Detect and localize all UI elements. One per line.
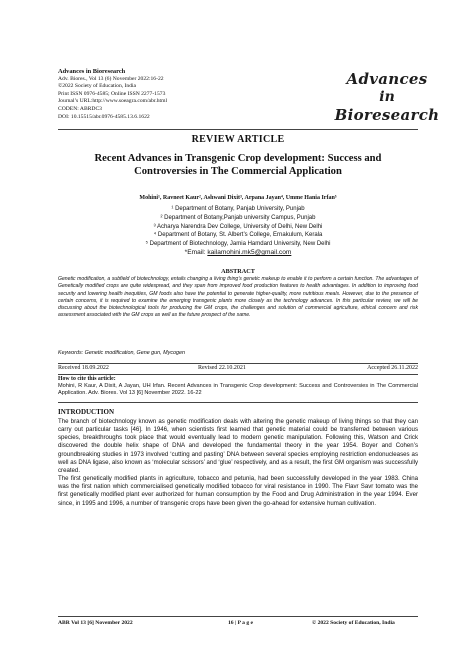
citation-divider	[58, 402, 418, 403]
abstract-heading: ABSTRACT	[221, 268, 255, 275]
introduction-body	[58, 418, 418, 508]
introduction-heading: INTRODUCTION	[58, 408, 115, 416]
journal-issue: Adv. Biores., Vol 13 (6) November 2022:16-22	[58, 75, 164, 82]
journal-copyright: ©2022 Society of Education, India	[58, 83, 137, 90]
keywords: Keywords: Genetic modification, Gene gun, Mycogen	[58, 350, 186, 356]
affiliation-4: ⁴ Department of Botany, St. Albert’s College, Ernakulum, Kerala	[153, 232, 323, 239]
dates-top-divider	[58, 363, 418, 364]
journal-coden: CODEN: ABRDC3	[58, 105, 102, 112]
journal-url: Journal’s URL:http://www.soeagra.com/abr.html	[58, 98, 168, 105]
journal-header	[58, 68, 308, 121]
journal-doi: DOI: 10.15515/abr.0976-4585.13.6.1622	[58, 113, 150, 120]
affiliation-5: ⁵ Department of Biotechnology, Jamia Hamdard University, New Delhi	[145, 241, 331, 248]
affiliation-2: ² Department of Botany,Panjab university Campus, Punjab	[160, 214, 316, 221]
corresponding-email: *Email: kailamohini.mk5@gmail.com	[184, 248, 292, 256]
author-list: Mohini¹, Ravneet Kaur², Ashwani Dixit³, Arpana Jayan⁴, Umme Hania Irfan⁵	[139, 195, 337, 201]
citation-text: Mohini, R Kaur, A Dixit, A Jayan, UH Irfan. Recent Advances in Transgenic Crop development: Success and Controversies in The Commercial Application. Adv. Biores. Vol 13 [6] November 2022. 16-22	[58, 383, 418, 397]
date-revised: Revised 22.10.2021	[198, 365, 246, 371]
affiliation-3: ³ Acharya Narendra Dev College, University of Delhi, New Delhi	[153, 223, 323, 230]
footer-page-number: 16 | P a g e	[228, 620, 254, 626]
affiliation-1: ¹ Department of Botany, Panjab University, Punjab	[171, 206, 305, 212]
article-title: Recent Advances in Transgenic Crop development: Success and Controversies in The Commercial Application	[94, 153, 382, 177]
date-accepted: Accepted 26.11.2022	[367, 365, 418, 371]
footer-issue: ABR Vol 13 [6] November 2022	[58, 620, 133, 626]
header-divider	[58, 129, 418, 130]
footer-divider	[58, 616, 418, 617]
article-type: REVIEW ARTICLE	[191, 134, 285, 145]
journal-name: Advances in Bioresearch	[58, 68, 126, 75]
journal-issn: Print ISSN 0976-4585; Online ISSN 2277-1573	[58, 90, 166, 97]
abstract-text: Genetic modification, a subfield of biotechnology, entails changing a living thing’s genetic makeup to enable it to perform a certain function. The advantages of Genetically modified crops are quite widespread, and they span from improved food production features to health advantages. In addition to improving food security and lowering health inequities, GM foods also have the potential to generate higher-quality, more nutritious meals. However, due to the presence of certain concerns, it is required to examine the emerging transgenic plants more closely as the technology advances. In this particular review, we will be discussing about the biotechnological tools for producing the GM crops, the challenges and solution of commercial agriculture, ethical concern and risk assessment associated with the GM crops as well as the future prospect of the same.	[58, 276, 418, 319]
email-link[interactable]: kailamohini.mk5@gmail.com	[207, 248, 292, 256]
affiliations	[58, 205, 418, 258]
introduction-paragraph-1: The branch of biotechnology known as genetic modification deals with altering the genetic makeup of living things so that they can carry out particular tasks [46]. In 1946, when scientists first learned that genetic material could be transferred between various species, breakthroughs took place that would eventually lead to modern genetic manipulation. Following this, Watson and Crick discovered the double helix shape of DNA and developed the fundamental theory in the year 1954. Boyer and Cohen’s groundbreaking studies in 1973 involved ‘cutting and pasting’ DNA between several species employing restriction endonucleases as well as DNA ligase, also known as ‘molecular scissors’ and ‘glue’ respectively, and as a result, the first GM organism was successfully created.	[58, 418, 418, 474]
footer-copyright: © 2022 Society of Education, India	[312, 620, 395, 626]
dates-bottom-divider	[58, 374, 418, 375]
introduction-paragraph-2: The first genetically modified plants in agriculture, tobacco and petunia, had been successfully developed in the year 1983. China was the first nation which commercialised genetically modified tobacco for viral resistance in 1990. The Flavr Savr tomato was the first genetically modified plant ever authorized for human consumption by the Food and Drug Administration in the year 1994. Ever since, in 1995 and 1996, a number of transgenic crops have been given the go-ahead for extensive human cultivation.	[58, 475, 418, 507]
citation-heading: How to cite this article:	[58, 376, 116, 382]
journal-logo: Advances in Bioresearch	[334, 70, 440, 124]
date-received: Received 18.09.2022	[58, 365, 109, 371]
